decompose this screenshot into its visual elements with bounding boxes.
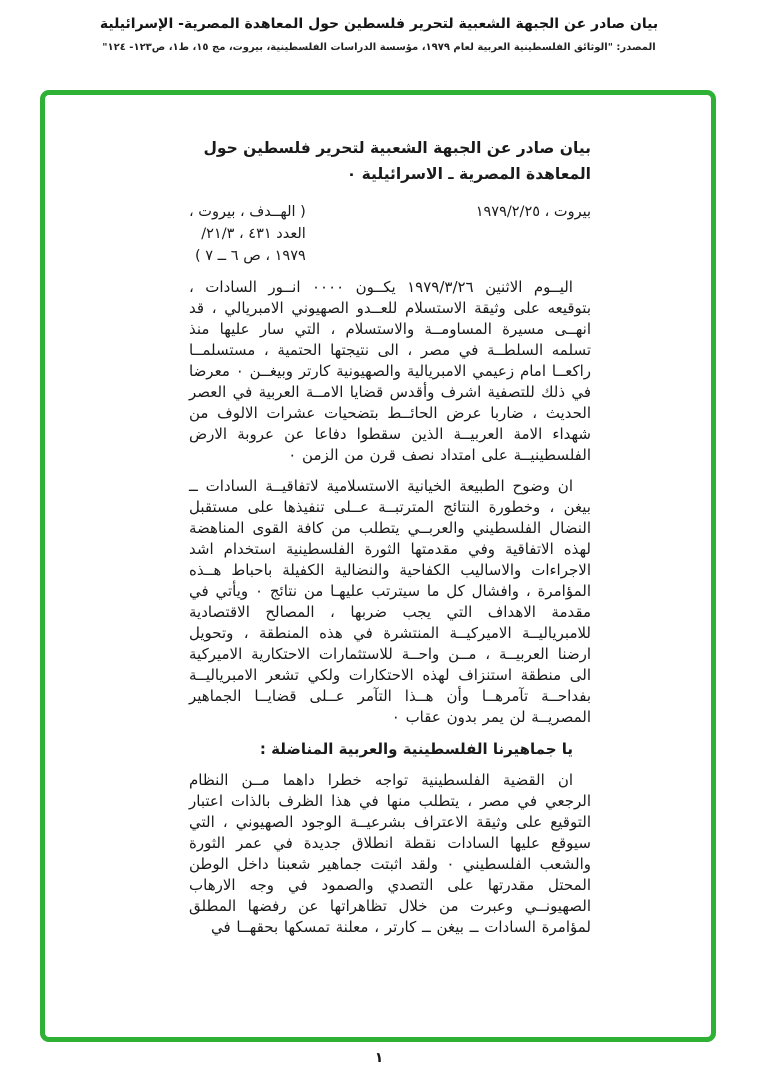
- source-citation: المصدر: "الوثائق الفلسطينية العربية لعام ١٩٧٩، مؤسسة الدراسات الفلسطينية، بيروت، مج ١٥، ط١، ص١٢٣- ١٢٤": [102, 42, 656, 53]
- paragraph-2: ان وضوح الطبيعة الخيانية الاستسلامية لاتفاقيــة السادات ــ بيغن ، وخطورة النتائج المترتبــة عــلى تنفيذها على مستقبل النضال الفلسطيني والعربــي يتطلب من كافة القوى المناهضة لهذه الاتفاقية وفي مقدمتها الثورة الفلسطينية استخدام اشد الاجراءات والاساليب الكفاحية والنضالية الكفيلة باحباط هــذه المؤامرة ، وافشال كل ما سيترتب عليهـا من نتائج ٠ ويأتي في مقدمة الاهداف التي يجب ضربها ، المصالح الاقتصادية للامبرياليــة الاميركيــة المنتشرة في هذه المنطقة ، وتحويل ارضنا العربيــة ، مــن واحــة للاستثمارات الاحتكارية الاميركية الى منطقة استنزاف لهذه الاحتكارات ولكي تشعر الامبرياليــة بفداحــة تآمرهــا وأن هــذا التآمر عــلى قضايــا الجماهير المصريــة لن يمر بدون عقاب ٠: [189, 477, 591, 726]
- citation-line: العدد ٤٣١ ، ٢١/٣/: [201, 226, 306, 242]
- document-title-line1: بيان صادر عن الجبهة الشعبية لتحرير فلسطين حول: [203, 139, 591, 157]
- document-body: [189, 135, 591, 938]
- dateline: بيروت ، ١٩٧٩/٢/٢٥: [475, 204, 591, 220]
- document-frame: [40, 90, 716, 1042]
- subheading-address: يا جماهيرنا الفلسطينية والعربية المناضلة :: [259, 740, 573, 758]
- page-header: [0, 16, 758, 53]
- paragraph-3: ان القضية الفلسطينية تواجه خطرا داهما مــن النظام الرجعي في مصر ، يتطلب منها في هذا الظرف بالذات اعتبار التوقيع على وثيقة الاعتراف بشرعيــة الوجود الصهيوني ، التي سيوقع عليها السادات نقطة انطلاق جديدة في عمر الثورة والشعب الفلسطيني ٠ ولقد اثبتت جماهير شعبنا داخل الوطن المحتل مقدرتها على التصدي والصمود في وجه الارهاب الصهيونــي وعبرت من خلال تظاهراتها عن رفضها المطلق لمؤامرة السادات ــ بيغن ــ كارتر ، معلنة تمسكها بحقهــا في: [189, 771, 591, 936]
- citation-line: ١٩٧٩ ، ص ٦ ــ ٧ ): [195, 248, 306, 264]
- citation-block: [189, 201, 306, 267]
- document-title: [189, 135, 591, 187]
- page-number: ١: [374, 1050, 384, 1066]
- dateline-row: [189, 201, 591, 267]
- document-title-line2: المعاهدة المصرية ـ الاسرائيلية ٠: [346, 165, 591, 183]
- paragraph-1: اليــوم الاثنين ١٩٧٩/٣/٢٦ يكــون ٠٠٠٠ انــور السادات ، بتوقيعه على وثيقة الاستسلام للعــدو الصهيوني الامبريالي ، قد انهــى مسيرة المساومــة والاستسلام ، التي سار عليها منذ تسلمه السلطــة في مصر ، الى نتيجتها الحتمية ، مستسلمــا راكعــا امام زعيمي الامبريالية والصهيونية كارتر وبيغــن ٠ معرضا في ذلك للتصفية اشرف وأقدس قضايا الامــة العربية في العصر الحديث ، ضاربا عرض الحائــط بتضحيات عشرات الالوف من شهداء الامة العربيــة الذين سقطوا دفاعا عن عروبة الارض الفلسطينيــة على امتداد نصف قرن من الزمن ٠: [189, 278, 592, 464]
- citation-line: ( الهــدف ، بيروت ،: [189, 204, 306, 220]
- page-header-title: بيان صادر عن الجبهة الشعبية لتحرير فلسطين حول المعاهدة المصرية- الإسرائيلية: [99, 16, 659, 32]
